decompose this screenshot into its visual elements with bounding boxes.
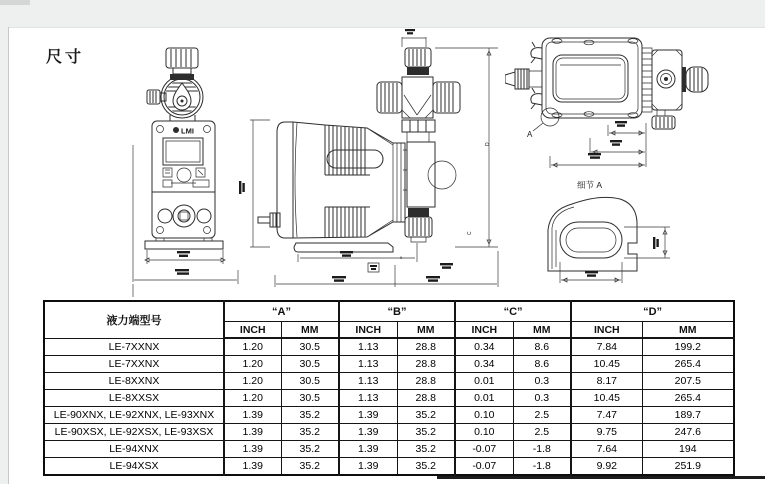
pump-head-top bbox=[642, 48, 708, 129]
bottom-fitting bbox=[405, 208, 432, 242]
value-cell: 1.39 bbox=[224, 441, 281, 458]
value-cell: -0.07 bbox=[455, 441, 513, 458]
unit-header: INCH bbox=[571, 322, 642, 339]
value-cell: 9.92 bbox=[571, 458, 642, 476]
pump-head-front bbox=[158, 205, 211, 227]
mounting-foot bbox=[548, 197, 637, 271]
value-cell: 30.5 bbox=[281, 338, 339, 356]
adjust-knob bbox=[166, 48, 198, 80]
value-cell: 1.20 bbox=[224, 373, 281, 390]
base-plate bbox=[145, 238, 223, 249]
value-cell: 2.5 bbox=[513, 407, 571, 424]
value-cell: 10.45 bbox=[571, 356, 642, 373]
value-cell: 7.64 bbox=[571, 441, 642, 458]
group-header-d: “D” bbox=[571, 301, 734, 322]
value-cell: 0.10 bbox=[455, 407, 513, 424]
value-cell: -1.8 bbox=[513, 458, 571, 476]
discharge-cap bbox=[682, 67, 708, 92]
table-row bbox=[44, 390, 734, 407]
value-cell: 9.75 bbox=[571, 424, 642, 441]
model-header: 液力端型号 bbox=[44, 301, 224, 338]
controller-body bbox=[152, 121, 215, 238]
table-row bbox=[44, 373, 734, 390]
page-title: 尺寸 bbox=[46, 49, 85, 66]
table-row bbox=[44, 458, 734, 476]
four-way-valve bbox=[377, 77, 460, 118]
page-top-margin bbox=[0, 0, 765, 28]
group-header-a: “A” bbox=[224, 301, 339, 322]
pump-column bbox=[403, 142, 456, 207]
value-cell: 1.39 bbox=[224, 424, 281, 441]
model-cell: LE-90XNX, LE-92XNX, LE-93XNX bbox=[44, 407, 224, 424]
mounting-clamps bbox=[531, 42, 542, 109]
value-cell: 2.5 bbox=[513, 424, 571, 441]
detail-a-drawing bbox=[540, 170, 765, 300]
value-cell: 7.84 bbox=[571, 338, 642, 356]
value-cell: 189.7 bbox=[642, 407, 734, 424]
head-bracket bbox=[393, 143, 405, 222]
group-header-c: “C” bbox=[455, 301, 571, 322]
detail-a-label: 细节 A bbox=[577, 180, 603, 190]
value-cell: 265.4 bbox=[642, 390, 734, 407]
liquid-end bbox=[377, 48, 460, 242]
table-row bbox=[44, 407, 734, 424]
suction-barb bbox=[505, 69, 542, 89]
side-knob bbox=[147, 90, 166, 104]
value-cell: 28.8 bbox=[397, 373, 455, 390]
cover-recess bbox=[553, 55, 628, 102]
keypad bbox=[163, 168, 209, 187]
value-cell: 28.8 bbox=[397, 356, 455, 373]
value-cell: -0.07 bbox=[455, 458, 513, 476]
value-cell: 28.8 bbox=[397, 390, 455, 407]
value-cell: 1.39 bbox=[224, 458, 281, 476]
dimension-lines bbox=[275, 37, 498, 287]
detail-callout-letter: A bbox=[527, 130, 533, 139]
header-row-groups bbox=[44, 301, 734, 322]
value-cell: 0.01 bbox=[455, 373, 513, 390]
value-cell: 0.3 bbox=[513, 373, 571, 390]
value-cell: 199.2 bbox=[642, 338, 734, 356]
value-cell: 265.4 bbox=[642, 356, 734, 373]
housing-top bbox=[542, 38, 642, 118]
value-cell: 1.13 bbox=[339, 390, 397, 407]
table-row bbox=[44, 356, 734, 373]
value-cell: 30.5 bbox=[281, 390, 339, 407]
top-view-drawing bbox=[505, 25, 765, 170]
value-cell: 8.6 bbox=[513, 356, 571, 373]
value-cell: 1.20 bbox=[224, 338, 281, 356]
value-cell: 8.17 bbox=[571, 373, 642, 390]
page-left-margin bbox=[0, 27, 9, 484]
scan-artifact bbox=[0, 0, 30, 5]
value-cell: 194 bbox=[642, 441, 734, 458]
value-cell: 1.39 bbox=[339, 424, 397, 441]
value-cell: 0.10 bbox=[455, 424, 513, 441]
pulser-head bbox=[161, 76, 203, 121]
model-cell: LE-8XXSX bbox=[44, 390, 224, 407]
dimension-lines bbox=[550, 123, 646, 168]
dim-letter-x: x bbox=[400, 255, 403, 260]
value-cell: 251.9 bbox=[642, 458, 734, 476]
value-cell: 1.39 bbox=[339, 458, 397, 476]
model-cell: LE-7XXNX bbox=[44, 338, 224, 356]
value-cell: 0.01 bbox=[455, 390, 513, 407]
value-cell: 30.5 bbox=[281, 373, 339, 390]
value-cell: 35.2 bbox=[397, 407, 455, 424]
dim-letter-c: C bbox=[467, 231, 473, 235]
value-cell: 28.8 bbox=[397, 338, 455, 356]
lcd-screen bbox=[163, 138, 203, 165]
value-cell: 35.2 bbox=[281, 441, 339, 458]
cooling-fins-bottom bbox=[325, 207, 370, 237]
coupling-nut bbox=[402, 120, 435, 142]
brand-logo-text: LMI bbox=[181, 126, 194, 136]
unit-header: MM bbox=[642, 322, 734, 339]
value-cell: 35.2 bbox=[281, 458, 339, 476]
value-cell: 207.5 bbox=[642, 373, 734, 390]
value-cell: 8.6 bbox=[513, 338, 571, 356]
value-cell: 1.13 bbox=[339, 356, 397, 373]
handle-slot bbox=[327, 150, 383, 168]
value-cell: 1.13 bbox=[339, 373, 397, 390]
unit-header: INCH bbox=[224, 322, 281, 339]
model-cell: LE-7XXNX bbox=[44, 356, 224, 373]
brand-dot-icon bbox=[173, 127, 179, 133]
value-cell: 1.20 bbox=[224, 390, 281, 407]
dimension-table bbox=[43, 300, 735, 476]
front-view-drawing bbox=[120, 35, 270, 300]
table-row bbox=[44, 441, 734, 458]
value-cell: 35.2 bbox=[397, 424, 455, 441]
unit-header: INCH bbox=[339, 322, 397, 339]
group-header-b: “B” bbox=[339, 301, 455, 322]
value-cell: 247.6 bbox=[642, 424, 734, 441]
value-cell: -1.8 bbox=[513, 441, 571, 458]
value-cell: 35.2 bbox=[397, 441, 455, 458]
table-row bbox=[44, 424, 734, 441]
side-view-drawing bbox=[250, 25, 500, 295]
value-cell: 1.20 bbox=[224, 356, 281, 373]
value-cell: 35.2 bbox=[281, 407, 339, 424]
value-cell: 35.2 bbox=[281, 424, 339, 441]
value-cell: 1.39 bbox=[224, 407, 281, 424]
value-cell: 7.47 bbox=[571, 407, 642, 424]
model-cell: LE-94XSX bbox=[44, 458, 224, 476]
value-cell: 35.2 bbox=[397, 458, 455, 476]
unit-header: INCH bbox=[455, 322, 513, 339]
value-cell: 0.34 bbox=[455, 338, 513, 356]
next-section-top-border bbox=[437, 476, 765, 479]
value-cell: 0.34 bbox=[455, 356, 513, 373]
bleed-knob bbox=[652, 110, 675, 129]
value-cell: 1.13 bbox=[339, 338, 397, 356]
value-cell: 1.39 bbox=[339, 407, 397, 424]
dim-letter-d: D bbox=[485, 142, 491, 146]
mounting-slot bbox=[560, 222, 622, 258]
motor-body bbox=[277, 122, 405, 238]
value-cell: 30.5 bbox=[281, 356, 339, 373]
model-cell: LE-90XSX, LE-92XSX, LE-93XSX bbox=[44, 424, 224, 441]
unit-header: MM bbox=[513, 322, 571, 339]
dim-label bbox=[588, 121, 627, 159]
value-cell: 10.45 bbox=[571, 390, 642, 407]
unit-header: MM bbox=[281, 322, 339, 339]
value-cell: 1.39 bbox=[339, 441, 397, 458]
model-cell: LE-8XXNX bbox=[44, 373, 224, 390]
table-row bbox=[44, 338, 734, 356]
top-cap bbox=[405, 48, 431, 75]
value-cell: 0.3 bbox=[513, 390, 571, 407]
unit-header: MM bbox=[397, 322, 455, 339]
model-cell: LE-94XNX bbox=[44, 441, 224, 458]
base-plate-side bbox=[294, 243, 393, 252]
